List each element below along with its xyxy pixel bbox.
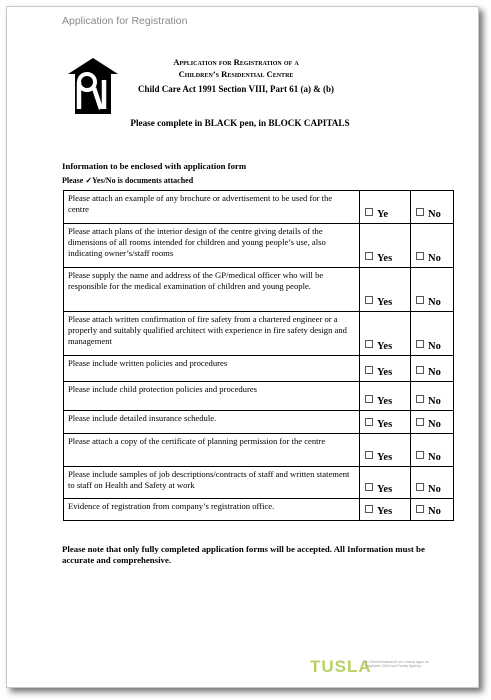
no-option[interactable]: [411, 467, 454, 499]
yes-label: Yes: [377, 396, 393, 407]
no-checkbox[interactable]: [416, 296, 424, 304]
title-line-2: Children’s Residential Centre: [178, 69, 294, 79]
title-line-1: Application for Registration of a: [173, 57, 299, 67]
no-label: No: [428, 419, 441, 430]
yes-label: Yes: [377, 297, 393, 308]
no-checkbox[interactable]: [416, 252, 424, 260]
requirement-text: Please supply the name and address of the GP/medical officer who will be responsible for the medical examination of children and young people.: [64, 268, 360, 312]
no-label: No: [428, 209, 441, 220]
no-label: No: [428, 506, 441, 517]
form-title: [126, 56, 346, 94]
table-row: [64, 312, 454, 356]
table-row: [64, 382, 454, 411]
yes-label: Yes: [377, 341, 393, 352]
yes-checkbox[interactable]: [365, 252, 373, 260]
yes-label: Yes: [377, 367, 393, 378]
requirement-text: Please include samples of job descriptions/contracts of staff and written statement to staff on Health and Safety at work: [64, 467, 360, 499]
no-checkbox[interactable]: [416, 418, 424, 426]
yes-label: Yes: [377, 452, 393, 463]
yes-checkbox[interactable]: [365, 505, 373, 513]
yes-option[interactable]: [360, 224, 411, 268]
no-label: No: [428, 367, 441, 378]
requirement-text: Please attach plans of the interior design of the centre giving details of the dimensions of all rooms intended for children and young people’s use, also indicating owner’s/staff rooms: [64, 224, 360, 268]
no-label: No: [428, 341, 441, 352]
no-checkbox[interactable]: [416, 505, 424, 513]
no-label: No: [428, 253, 441, 264]
yes-option[interactable]: [360, 434, 411, 467]
yes-checkbox[interactable]: [365, 340, 373, 348]
no-checkbox[interactable]: [416, 395, 424, 403]
yes-option[interactable]: [360, 268, 411, 312]
requirement-text: Please attach written confirmation of fire safety from a chartered engineer or a properly and suitably qualified architect with experience in fire safety design and management: [64, 312, 360, 356]
requirement-text: Please attach a copy of the certificate of planning permission for the centre: [64, 434, 360, 467]
tusla-logo: [310, 657, 440, 681]
table-row: [64, 467, 454, 499]
no-checkbox[interactable]: [416, 340, 424, 348]
no-option[interactable]: [411, 312, 454, 356]
info-heading: Information to be enclosed with application form: [62, 161, 247, 171]
yes-checkbox[interactable]: [365, 483, 373, 491]
yes-checkbox[interactable]: [365, 395, 373, 403]
table-row: [64, 191, 454, 224]
requirement-text: Please attach an example of any brochure or advertisement to be used for the centre: [64, 191, 360, 224]
no-option[interactable]: [411, 434, 454, 467]
yes-checkbox[interactable]: [365, 208, 373, 216]
yes-label: Yes: [377, 419, 393, 430]
no-option[interactable]: [411, 356, 454, 382]
requirement-text: Evidence of registration from company’s registration office.: [64, 499, 360, 521]
tusla-wordmark: TUSLA: [310, 657, 372, 676]
yes-label: Yes: [377, 484, 393, 495]
table-row: [64, 356, 454, 382]
no-option[interactable]: [411, 268, 454, 312]
requirement-text: Please include child protection policies and procedures: [64, 382, 360, 411]
no-option[interactable]: [411, 224, 454, 268]
house-logo-icon: [67, 57, 119, 115]
requirement-text: Please include detailed insurance schedule.: [64, 411, 360, 434]
yes-option[interactable]: [360, 191, 411, 224]
no-label: No: [428, 396, 441, 407]
yes-option[interactable]: [360, 382, 411, 411]
requirement-text: Please include written policies and procedures: [64, 356, 360, 382]
yes-label: Yes: [377, 506, 393, 517]
no-checkbox[interactable]: [416, 366, 424, 374]
title-line-3: Child Care Act 1991 Section VIII, Part 61 (a) & (b): [138, 84, 334, 94]
document-header: Application for Registration: [62, 15, 188, 27]
no-label: No: [428, 452, 441, 463]
no-option[interactable]: [411, 411, 454, 434]
table-row: [64, 268, 454, 312]
no-option[interactable]: [411, 382, 454, 411]
yes-checkbox[interactable]: [365, 418, 373, 426]
info-subheading: Please ✓Yes/No is documents attached: [62, 176, 194, 185]
completion-instruction: Please complete in BLACK pen, in BLOCK CAPITALS: [130, 118, 350, 128]
table-row: [64, 434, 454, 467]
table-row: [64, 411, 454, 434]
yes-checkbox[interactable]: [365, 366, 373, 374]
requirements-table: [63, 190, 454, 521]
completion-note: Please note that only fully completed application forms will be accepted. All Information must be accurate and comprehensive.: [62, 544, 425, 565]
yes-option[interactable]: [360, 467, 411, 499]
table-row: [64, 499, 454, 521]
no-checkbox[interactable]: [416, 451, 424, 459]
yes-option[interactable]: [360, 499, 411, 521]
no-label: No: [428, 484, 441, 495]
tusla-tagline: An Ghníomhaireacht um Leanaí agus an Teaghlach Child and Family Agency: [364, 660, 429, 669]
no-checkbox[interactable]: [416, 208, 424, 216]
no-label: No: [428, 297, 441, 308]
yes-option[interactable]: [360, 356, 411, 382]
yes-label: Ye: [377, 209, 389, 220]
yes-label: Yes: [377, 253, 393, 264]
yes-checkbox[interactable]: [365, 296, 373, 304]
no-option[interactable]: [411, 499, 454, 521]
no-checkbox[interactable]: [416, 483, 424, 491]
table-row: [64, 224, 454, 268]
yes-option[interactable]: [360, 312, 411, 356]
no-option[interactable]: [411, 191, 454, 224]
yes-option[interactable]: [360, 411, 411, 434]
yes-checkbox[interactable]: [365, 451, 373, 459]
